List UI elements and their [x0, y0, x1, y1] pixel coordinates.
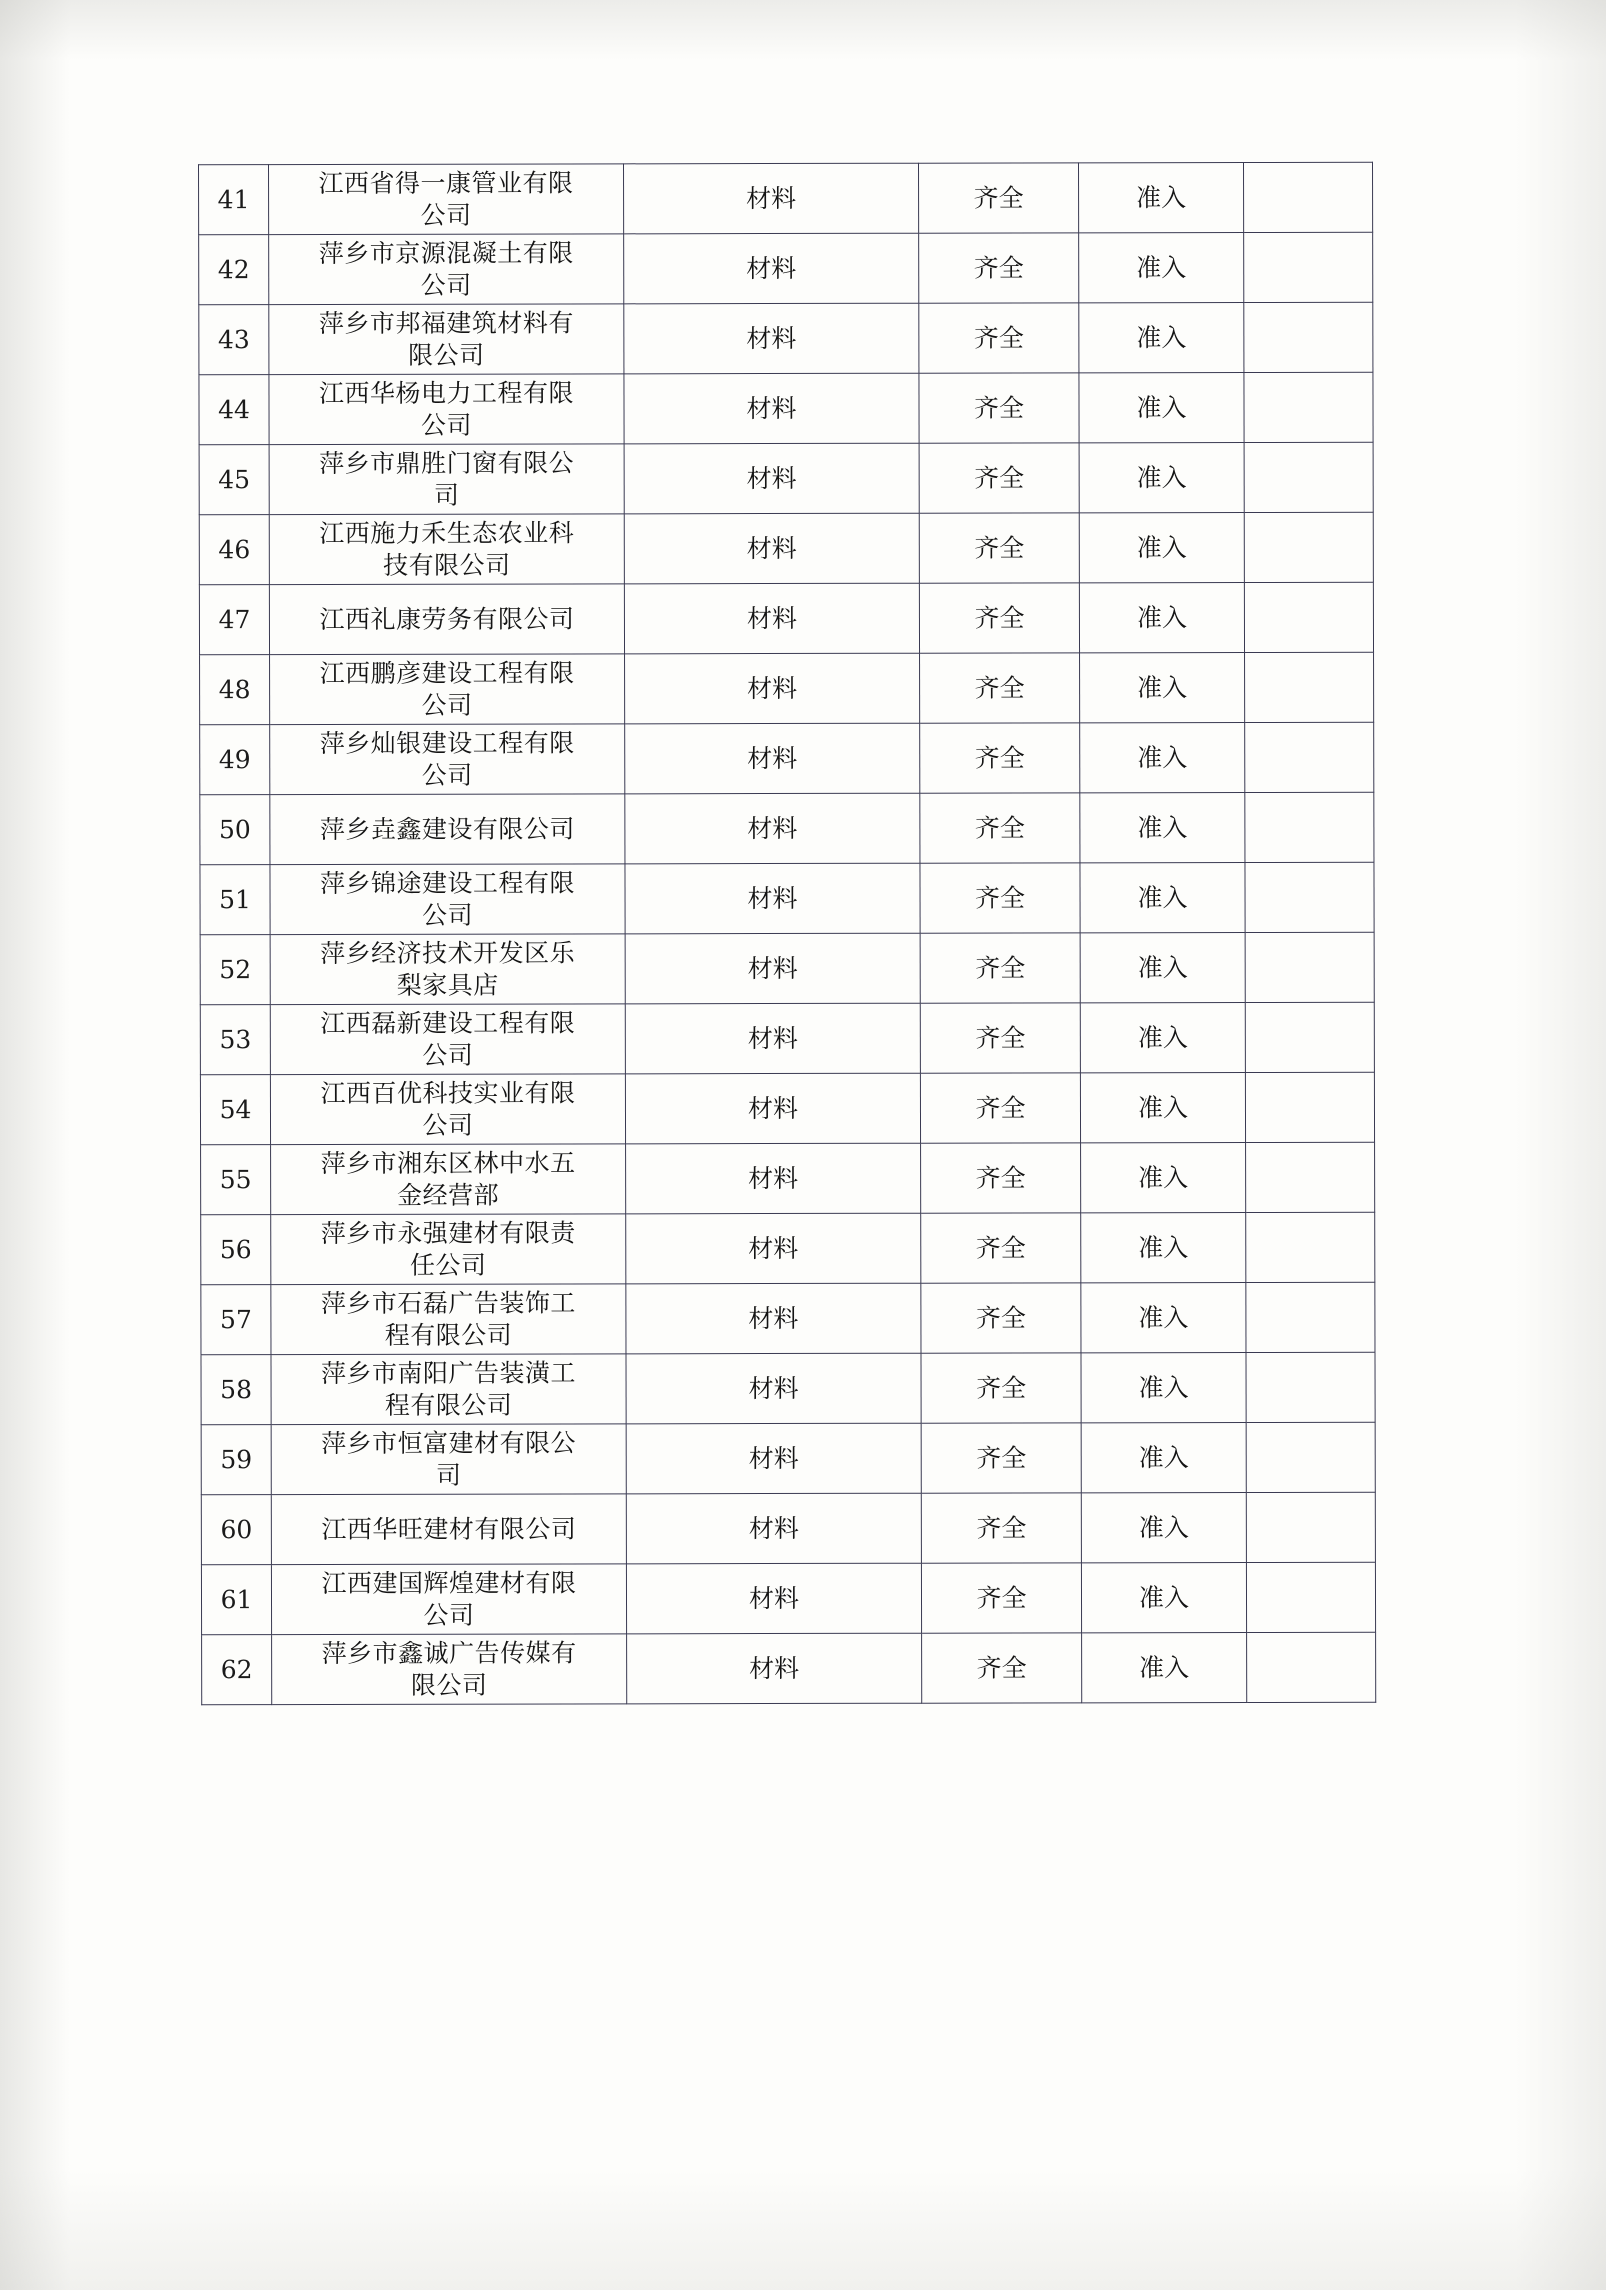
- cell-category: 材料: [624, 443, 919, 514]
- cell-index: 48: [200, 655, 270, 725]
- cell-review-result: 准入: [1079, 443, 1244, 513]
- enterprise-name-line-1: 江西鹏彦建设工程有限: [319, 657, 575, 688]
- cell-review-result: 准入: [1080, 793, 1245, 863]
- cell-note: [1244, 162, 1373, 232]
- enterprise-name-line-2: 限公司: [410, 1670, 488, 1700]
- cell-note: [1245, 652, 1374, 722]
- enterprise-name-line-2: 司: [433, 480, 460, 510]
- cell-index: 52: [200, 935, 270, 1005]
- cell-material-status: 齐全: [920, 793, 1080, 863]
- enterprise-name-line-2: 金经营部: [397, 1180, 500, 1210]
- cell-category: 材料: [624, 373, 919, 444]
- cell-note: [1244, 582, 1373, 652]
- cell-enterprise-name: [271, 1214, 626, 1285]
- enterprise-name-line-1: 萍乡市湘东区林中水五: [320, 1147, 576, 1178]
- cell-category: 材料: [627, 1633, 922, 1704]
- table-row: [200, 1072, 1374, 1144]
- cell-note: [1245, 932, 1374, 1002]
- cell-category: 材料: [624, 303, 919, 374]
- cell-category: 材料: [625, 793, 920, 864]
- cell-enterprise-name: [269, 234, 624, 305]
- cell-note: [1246, 1142, 1375, 1212]
- cell-material-status: 齐全: [921, 1213, 1081, 1283]
- cell-review-result: 准入: [1079, 233, 1244, 303]
- table-row: [200, 932, 1374, 1004]
- enterprise-name-line-1: 江西礼康劳务有限公司: [319, 603, 575, 634]
- cell-category: 材料: [626, 1353, 921, 1424]
- cell-index: 53: [200, 1005, 270, 1075]
- cell-note: [1246, 1212, 1375, 1282]
- enterprise-name-line-2: 公司: [420, 270, 472, 300]
- cell-material-status: 齐全: [921, 1423, 1081, 1493]
- enterprise-name-line-1: 萍乡市京源混凝土有限: [318, 237, 574, 268]
- table-row: [200, 792, 1374, 864]
- cell-index: 57: [201, 1285, 271, 1355]
- cell-material-status: 齐全: [921, 1563, 1081, 1633]
- cell-material-status: 齐全: [921, 1353, 1081, 1423]
- enterprise-name-line-2: 司: [435, 1460, 462, 1490]
- cell-index: 58: [201, 1355, 271, 1425]
- enterprise-name-line-2: 公司: [422, 1040, 474, 1070]
- enterprise-registry-table: [198, 162, 1376, 1705]
- cell-enterprise-name: [271, 1284, 626, 1355]
- page-edge-shadow-left: [0, 0, 70, 2290]
- table-row: [199, 582, 1373, 654]
- enterprise-name-line-1: 萍乡市鑫诚广告传媒有: [321, 1637, 577, 1668]
- cell-note: [1244, 302, 1373, 372]
- cell-category: 材料: [626, 1563, 921, 1634]
- cell-category: 材料: [626, 1283, 921, 1354]
- enterprise-name-line-1: 萍乡经济技术开发区乐: [320, 937, 576, 968]
- cell-review-result: 准入: [1080, 1073, 1245, 1143]
- cell-category: 材料: [625, 1073, 920, 1144]
- cell-note: [1244, 512, 1373, 582]
- enterprise-name-line-1: 江西建国辉煌建材有限: [321, 1567, 577, 1598]
- cell-review-result: 准入: [1081, 1213, 1246, 1283]
- table-row: [199, 302, 1373, 374]
- enterprise-name-line-1: 萍乡灿银建设工程有限: [319, 727, 575, 758]
- enterprise-name-line-2: 公司: [422, 900, 474, 930]
- table-row: [201, 1142, 1375, 1214]
- cell-enterprise-name: [269, 514, 624, 585]
- table-row: [201, 1562, 1375, 1634]
- cell-index: 44: [199, 375, 269, 445]
- cell-review-result: 准入: [1079, 583, 1244, 653]
- table-body: [199, 162, 1376, 1704]
- cell-review-result: 准入: [1080, 933, 1245, 1003]
- cell-material-status: 齐全: [919, 583, 1079, 653]
- cell-material-status: 齐全: [921, 1283, 1081, 1353]
- cell-enterprise-name: [271, 1144, 626, 1215]
- cell-material-status: 齐全: [920, 1073, 1080, 1143]
- page-edge-shadow-top: [0, 0, 1606, 60]
- cell-category: 材料: [625, 653, 920, 724]
- table-row: [200, 722, 1374, 794]
- cell-enterprise-name: [269, 164, 624, 235]
- cell-category: 材料: [624, 163, 919, 234]
- cell-review-result: 准入: [1080, 653, 1245, 723]
- cell-material-status: 齐全: [919, 443, 1079, 513]
- cell-review-result: 准入: [1081, 1563, 1246, 1633]
- table-row: [201, 1492, 1375, 1564]
- enterprise-name-line-2: 公司: [421, 690, 473, 720]
- cell-category: 材料: [625, 1003, 920, 1074]
- enterprise-registry-table-container: [198, 162, 1375, 1705]
- enterprise-name-line-1: 萍乡垚鑫建设有限公司: [319, 813, 575, 844]
- enterprise-name-line-2: 梨家具店: [396, 970, 499, 1000]
- table-row: [199, 232, 1373, 304]
- cell-material-status: 齐全: [920, 653, 1080, 723]
- cell-note: [1245, 1072, 1374, 1142]
- cell-enterprise-name: [272, 1634, 627, 1705]
- cell-review-result: 准入: [1082, 1633, 1247, 1703]
- cell-note: [1246, 1562, 1375, 1632]
- cell-material-status: 齐全: [921, 1493, 1081, 1563]
- cell-category: 材料: [624, 233, 919, 304]
- table-row: [201, 1212, 1375, 1284]
- table-row: [199, 162, 1373, 234]
- cell-review-result: 准入: [1079, 163, 1244, 233]
- cell-review-result: 准入: [1081, 1423, 1246, 1493]
- cell-enterprise-name: [269, 444, 624, 515]
- cell-index: 51: [200, 865, 270, 935]
- enterprise-name-line-2: 程有限公司: [384, 1320, 513, 1350]
- cell-review-result: 准入: [1079, 303, 1244, 373]
- cell-index: 50: [200, 795, 270, 865]
- enterprise-name-line-2: 技有限公司: [383, 550, 511, 580]
- cell-review-result: 准入: [1081, 1143, 1246, 1213]
- enterprise-name-line-1: 萍乡市邦福建筑材料有: [318, 307, 574, 338]
- cell-note: [1245, 722, 1374, 792]
- cell-category: 材料: [626, 1143, 921, 1214]
- cell-category: 材料: [625, 723, 920, 794]
- table-row: [201, 1422, 1375, 1494]
- cell-enterprise-name: [271, 1424, 626, 1495]
- enterprise-name-line-2: 公司: [421, 760, 473, 790]
- cell-index: 54: [200, 1075, 270, 1145]
- cell-enterprise-name: [271, 1494, 626, 1565]
- cell-enterprise-name: [270, 934, 625, 1005]
- cell-note: [1246, 1352, 1375, 1422]
- page-edge-shadow-right: [1516, 0, 1606, 2290]
- enterprise-name-line-1: 萍乡市南阳广告装潢工: [320, 1357, 577, 1388]
- cell-index: 62: [202, 1635, 272, 1705]
- cell-note: [1245, 792, 1374, 862]
- enterprise-name-line-2: 程有限公司: [384, 1390, 513, 1420]
- cell-index: 41: [199, 165, 269, 235]
- cell-note: [1244, 442, 1373, 512]
- table-row: [200, 862, 1374, 934]
- cell-material-status: 齐全: [920, 933, 1080, 1003]
- cell-material-status: 齐全: [919, 513, 1079, 583]
- cell-enterprise-name: [270, 1004, 625, 1075]
- cell-material-status: 齐全: [920, 1003, 1080, 1073]
- table-row: [200, 1002, 1374, 1074]
- cell-note: [1245, 862, 1374, 932]
- cell-note: [1245, 1002, 1374, 1072]
- enterprise-name-line-1: 萍乡市永强建材有限责: [320, 1217, 576, 1248]
- cell-index: 45: [199, 445, 269, 515]
- table-row: [201, 1282, 1375, 1354]
- cell-index: 59: [201, 1425, 271, 1495]
- enterprise-name-line-2: 公司: [423, 1600, 475, 1630]
- cell-category: 材料: [626, 1423, 921, 1494]
- page-edge-shadow-bottom: [0, 2170, 1606, 2290]
- cell-material-status: 齐全: [919, 163, 1079, 233]
- cell-enterprise-name: [269, 374, 624, 445]
- cell-note: [1244, 372, 1373, 442]
- cell-enterprise-name: [270, 1074, 625, 1145]
- cell-note: [1246, 1422, 1375, 1492]
- cell-enterprise-name: [271, 1564, 626, 1635]
- cell-index: 49: [200, 725, 270, 795]
- cell-index: 56: [201, 1215, 271, 1285]
- enterprise-name-line-2: 限公司: [408, 340, 485, 370]
- cell-index: 46: [199, 515, 269, 585]
- enterprise-name-line-1: 江西施力禾生态农业科: [319, 517, 575, 548]
- cell-index: 43: [199, 305, 269, 375]
- enterprise-name-line-2: 公司: [420, 200, 472, 230]
- cell-index: 55: [201, 1145, 271, 1215]
- cell-review-result: 准入: [1081, 1353, 1246, 1423]
- cell-material-status: 齐全: [919, 303, 1079, 373]
- cell-enterprise-name: [270, 654, 625, 725]
- cell-category: 材料: [626, 1493, 921, 1564]
- table-row: [202, 1632, 1376, 1704]
- cell-material-status: 齐全: [921, 1143, 1081, 1213]
- cell-review-result: 准入: [1080, 863, 1245, 933]
- cell-material-status: 齐全: [919, 373, 1079, 443]
- table-row: [199, 442, 1373, 514]
- cell-material-status: 齐全: [920, 863, 1080, 933]
- cell-note: [1246, 1282, 1375, 1352]
- table-row: [199, 512, 1373, 584]
- enterprise-name-line-2: 公司: [422, 1110, 474, 1140]
- enterprise-name-line-1: 萍乡锦途建设工程有限: [319, 867, 576, 898]
- table-row: [200, 652, 1374, 724]
- table-row: [201, 1352, 1375, 1424]
- cell-enterprise-name: [270, 794, 625, 865]
- cell-note: [1246, 1492, 1375, 1562]
- cell-index: 60: [201, 1495, 271, 1565]
- enterprise-name-line-1: 江西磊新建设工程有限: [320, 1007, 576, 1038]
- cell-review-result: 准入: [1080, 723, 1245, 793]
- cell-note: [1247, 1632, 1376, 1702]
- table-row: [199, 372, 1373, 444]
- cell-index: 47: [199, 585, 269, 655]
- enterprise-name-line-1: 江西华旺建材有限公司: [321, 1513, 577, 1544]
- cell-enterprise-name: [270, 724, 625, 795]
- cell-index: 42: [199, 235, 269, 305]
- cell-category: 材料: [626, 1213, 921, 1284]
- cell-review-result: 准入: [1079, 373, 1244, 443]
- cell-enterprise-name: [271, 1354, 626, 1425]
- cell-material-status: 齐全: [922, 1633, 1082, 1703]
- cell-category: 材料: [624, 513, 919, 584]
- cell-review-result: 准入: [1081, 1283, 1246, 1353]
- enterprise-name-line-1: 江西百优科技实业有限: [320, 1077, 576, 1108]
- enterprise-name-line-1: 萍乡市恒富建材有限公: [321, 1427, 577, 1458]
- cell-material-status: 齐全: [919, 233, 1079, 303]
- cell-material-status: 齐全: [920, 723, 1080, 793]
- cell-enterprise-name: [270, 864, 625, 935]
- cell-review-result: 准入: [1081, 1493, 1246, 1563]
- enterprise-name-line-2: 公司: [421, 410, 473, 440]
- cell-category: 材料: [625, 863, 920, 934]
- cell-category: 材料: [624, 583, 919, 654]
- cell-enterprise-name: [269, 584, 624, 655]
- cell-note: [1244, 232, 1373, 302]
- cell-review-result: 准入: [1079, 513, 1244, 583]
- enterprise-name-line-1: 江西省得一康管业有限: [318, 167, 574, 198]
- enterprise-name-line-1: 江西华杨电力工程有限: [318, 377, 575, 408]
- enterprise-name-line-1: 萍乡市鼎胜门窗有限公: [319, 447, 575, 478]
- enterprise-name-line-1: 萍乡市石磊广告装饰工: [320, 1287, 576, 1318]
- cell-category: 材料: [625, 933, 920, 1004]
- cell-index: 61: [201, 1565, 271, 1635]
- enterprise-name-line-2: 任公司: [410, 1250, 487, 1280]
- cell-review-result: 准入: [1080, 1003, 1245, 1073]
- cell-enterprise-name: [269, 304, 624, 375]
